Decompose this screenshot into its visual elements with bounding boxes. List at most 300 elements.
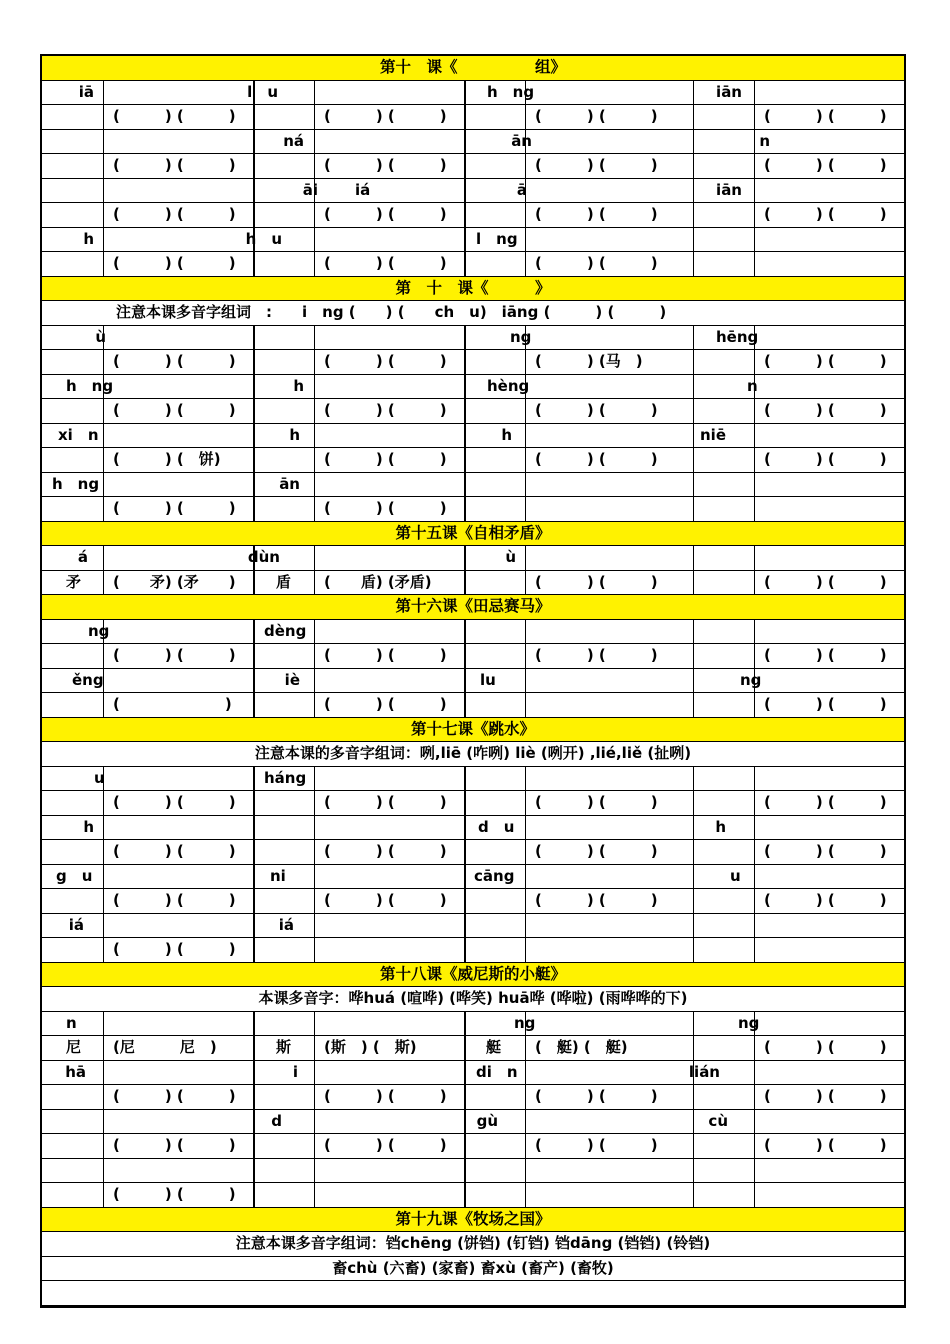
column-rule — [103, 865, 104, 889]
column-rule — [253, 1134, 255, 1158]
column-rule — [464, 473, 466, 497]
pinyin-cell: h — [501, 425, 512, 444]
column-rule — [464, 424, 466, 448]
column-rule — [464, 375, 466, 399]
answer-blank: ( ) ( ) — [764, 646, 887, 664]
column-rule — [103, 571, 104, 595]
column-rule — [754, 644, 755, 668]
column-rule — [253, 1012, 255, 1036]
column-rule — [693, 130, 694, 154]
answer-blank: ( ) ( ) — [324, 891, 447, 909]
pinyin-cell: dèng — [264, 621, 307, 640]
word-row — [42, 81, 904, 106]
word-row — [42, 1085, 904, 1110]
column-rule — [253, 1183, 255, 1207]
answer-blank: ( ) ( ) — [324, 695, 447, 713]
column-rule — [693, 889, 694, 913]
pinyin-cell: ān — [279, 474, 300, 493]
column-rule — [314, 1036, 315, 1060]
word-row — [42, 399, 904, 424]
pinyin-cell: hèng — [487, 376, 530, 395]
column-rule — [314, 81, 315, 105]
column-rule — [693, 203, 694, 227]
column-rule — [754, 179, 755, 203]
answer-blank: ( ) ( ) — [324, 646, 447, 664]
column-rule — [525, 840, 526, 864]
column-rule — [525, 571, 526, 595]
answer-blank: ( ) ( ) — [764, 1136, 887, 1154]
column-rule — [754, 620, 755, 644]
column-rule — [464, 865, 466, 889]
column-rule — [253, 644, 255, 668]
column-rule — [525, 1085, 526, 1109]
column-rule — [754, 1159, 755, 1183]
column-rule — [754, 914, 755, 938]
column-rule — [754, 252, 755, 276]
column-rule — [693, 571, 694, 595]
answer-blank: ( ) ( 饼) — [113, 450, 221, 468]
pinyin-cell: n — [759, 131, 770, 150]
column-rule — [464, 1134, 466, 1158]
column-rule — [464, 1183, 466, 1207]
column-rule — [525, 1061, 526, 1085]
answer-blank: ( ) ( ) — [764, 205, 887, 223]
answer-blank: ( ) ( ) — [324, 401, 447, 419]
lesson-title: 第十九课《牧场之国》 — [42, 1208, 904, 1233]
pinyin-cell: ng — [510, 327, 532, 346]
column-rule — [693, 693, 694, 717]
column-rule — [464, 938, 466, 962]
column-rule — [754, 497, 755, 521]
column-rule — [103, 791, 104, 815]
column-rule — [253, 1085, 255, 1109]
answer-blank: ( ) ( ) — [764, 156, 887, 174]
column-rule — [754, 399, 755, 423]
column-rule — [253, 938, 255, 962]
column-rule — [314, 620, 315, 644]
answer-blank: ( ) ( ) — [113, 156, 236, 174]
column-rule — [464, 154, 466, 178]
column-rule — [314, 767, 315, 791]
column-rule — [103, 81, 104, 105]
column-rule — [525, 914, 526, 938]
column-rule — [693, 914, 694, 938]
column-rule — [103, 350, 104, 374]
column-rule — [103, 497, 104, 521]
column-rule — [525, 889, 526, 913]
pinyin-cell: niē — [700, 425, 726, 444]
column-rule — [464, 571, 466, 595]
column-rule — [103, 473, 104, 497]
pinyin-cell: cāng — [474, 866, 515, 885]
answer-blank: ( ) ( ) — [113, 1185, 236, 1203]
pinyin-cell: háng — [264, 768, 307, 787]
column-rule — [253, 154, 255, 178]
pinyin-cell: iān — [716, 180, 742, 199]
column-rule — [754, 1134, 755, 1158]
pinyin-cell: ù — [95, 327, 106, 346]
answer-blank: ( ) ( ) — [324, 842, 447, 860]
column-rule — [693, 644, 694, 668]
word-row — [42, 669, 904, 694]
column-rule — [314, 816, 315, 840]
lesson-title: 第十六课《田忌赛马》 — [42, 595, 904, 620]
answer-blank: ( ) ( ) — [324, 352, 447, 370]
column-rule — [525, 228, 526, 252]
pinyin-cell: ni — [270, 866, 286, 885]
column-rule — [525, 767, 526, 791]
column-rule — [754, 791, 755, 815]
word-row — [42, 644, 904, 669]
answer-blank: ( ) ( ) — [764, 1038, 887, 1056]
word-row — [42, 791, 904, 816]
column-rule — [754, 154, 755, 178]
answer-blank: ( ) ( ) — [535, 107, 658, 125]
word-row — [42, 448, 904, 473]
column-rule — [525, 1110, 526, 1134]
column-rule — [314, 350, 315, 374]
column-rule — [103, 644, 104, 668]
column-rule — [693, 1159, 694, 1183]
polyphone-note: 本课多音字：哗huá (喧哗) (哗笑) huā哗 (哗啦) (雨哗哗的下) — [42, 987, 904, 1012]
column-rule — [754, 1061, 755, 1085]
column-rule — [464, 399, 466, 423]
word-row — [42, 473, 904, 498]
column-rule — [693, 938, 694, 962]
answer-blank: ( ) ( ) — [113, 254, 236, 272]
column-rule — [253, 375, 255, 399]
answer-blank: ( ) ( ) — [113, 499, 236, 517]
column-rule — [314, 1061, 315, 1085]
pinyin-cell: h — [83, 229, 94, 248]
pinyin-cell: h u — [245, 229, 282, 248]
column-rule — [464, 252, 466, 276]
answer-blank: ( ) ( ) — [764, 450, 887, 468]
column-rule — [314, 228, 315, 252]
answer-blank: ( ) ( ) — [764, 793, 887, 811]
column-rule — [525, 424, 526, 448]
answer-blank: ( ) ( ) — [535, 450, 658, 468]
answer-blank: ( ) ( ) — [324, 156, 447, 174]
column-rule — [464, 1085, 466, 1109]
column-rule — [253, 791, 255, 815]
answer-blank: ( ) ( ) — [764, 107, 887, 125]
pinyin-cell: dùn — [247, 548, 280, 566]
column-rule — [103, 399, 104, 423]
column-rule — [253, 620, 255, 644]
column-rule — [464, 203, 466, 227]
answer-blank: ( ) ( ) — [324, 1087, 447, 1105]
column-rule — [103, 1183, 104, 1207]
column-rule — [754, 424, 755, 448]
pinyin-cell: h — [83, 817, 94, 836]
column-rule — [693, 448, 694, 472]
column-rule — [253, 1036, 255, 1060]
answer-blank: ( ) ( ) — [113, 352, 236, 370]
column-rule — [253, 914, 255, 938]
column-rule — [693, 399, 694, 423]
column-rule — [525, 252, 526, 276]
pinyin-cell: h ng — [487, 82, 535, 101]
word-row — [42, 767, 904, 792]
answer-blank: ( ) (马 ) — [535, 352, 643, 370]
column-rule — [103, 448, 104, 472]
column-rule — [464, 816, 466, 840]
column-rule — [103, 1159, 104, 1183]
pinyin-cell: 斯 — [276, 1038, 292, 1056]
column-rule — [464, 914, 466, 938]
word-row — [42, 179, 904, 204]
column-rule — [314, 644, 315, 668]
answer-blank: ( ) ( ) — [324, 254, 447, 272]
pinyin-cell: i — [292, 1062, 298, 1081]
column-rule — [525, 154, 526, 178]
column-rule — [525, 669, 526, 693]
column-rule — [693, 791, 694, 815]
column-rule — [314, 669, 315, 693]
pinyin-cell: g u — [56, 866, 93, 885]
column-rule — [103, 154, 104, 178]
column-rule — [253, 350, 255, 374]
column-rule — [103, 914, 104, 938]
word-row — [42, 375, 904, 400]
column-rule — [754, 816, 755, 840]
column-rule — [103, 179, 104, 203]
column-rule — [754, 865, 755, 889]
answer-blank: ( 矛) (矛 ) — [113, 572, 236, 591]
column-rule — [525, 448, 526, 472]
pinyin-cell: xi n — [58, 425, 99, 444]
column-rule — [314, 1134, 315, 1158]
column-rule — [754, 840, 755, 864]
column-rule — [693, 1036, 694, 1060]
column-rule — [754, 1036, 755, 1060]
column-rule — [693, 816, 694, 840]
word-row — [42, 571, 904, 596]
column-rule — [693, 375, 694, 399]
pinyin-cell: h — [289, 425, 300, 444]
answer-blank: ( 艇) ( 艇) — [535, 1038, 628, 1056]
column-rule — [103, 203, 104, 227]
column-rule — [314, 252, 315, 276]
pinyin-cell: iè — [284, 670, 300, 689]
column-rule — [754, 889, 755, 913]
column-rule — [314, 1183, 315, 1207]
column-rule — [314, 399, 315, 423]
column-rule — [253, 203, 255, 227]
column-rule — [754, 105, 755, 129]
column-rule — [693, 179, 694, 203]
column-rule — [464, 644, 466, 668]
column-rule — [693, 252, 694, 276]
column-rule — [314, 105, 315, 129]
column-rule — [464, 1061, 466, 1085]
answer-blank: ( ) ( ) — [764, 352, 887, 370]
answer-blank: ( ) ( ) — [764, 695, 887, 713]
column-rule — [693, 81, 694, 105]
column-rule — [103, 105, 104, 129]
column-rule — [253, 767, 255, 791]
pinyin-cell: ā — [516, 180, 527, 199]
column-rule — [754, 1110, 755, 1134]
pinyin-cell: 盾 — [276, 572, 292, 591]
answer-blank: ( ) — [113, 695, 232, 713]
column-rule — [464, 81, 466, 105]
column-rule — [103, 1085, 104, 1109]
pinyin-cell: ān — [511, 131, 532, 150]
column-rule — [314, 203, 315, 227]
column-rule — [464, 228, 466, 252]
answer-blank: ( ) ( ) — [535, 1136, 658, 1154]
pinyin-cell: iā — [78, 82, 94, 101]
word-row — [42, 203, 904, 228]
column-rule — [525, 203, 526, 227]
column-rule — [253, 130, 255, 154]
column-rule — [103, 1012, 104, 1036]
column-rule — [525, 1183, 526, 1207]
answer-blank: ( ) ( ) — [113, 891, 236, 909]
column-rule — [525, 497, 526, 521]
column-rule — [253, 473, 255, 497]
word-row — [42, 620, 904, 645]
column-rule — [464, 326, 466, 350]
answer-blank: ( ) ( ) — [324, 205, 447, 223]
pinyin-cell: ng — [514, 1013, 536, 1032]
polyphone-note: 畜chù (六畜) (家畜) 畜xù (畜产) (畜牧) — [42, 1257, 904, 1282]
column-rule — [103, 252, 104, 276]
column-rule — [693, 473, 694, 497]
pinyin-cell: lián — [688, 1062, 720, 1081]
blank-row — [42, 1281, 904, 1306]
column-rule — [525, 399, 526, 423]
column-rule — [693, 424, 694, 448]
word-row — [42, 1110, 904, 1135]
pinyin-cell: iá — [355, 180, 371, 199]
pinyin-cell: hēng — [716, 327, 759, 346]
column-rule — [693, 154, 694, 178]
answer-blank: ( ) ( ) — [113, 842, 236, 860]
column-rule — [314, 791, 315, 815]
pinyin-cell: u — [730, 866, 741, 885]
column-rule — [693, 497, 694, 521]
answer-blank: ( ) ( ) — [535, 156, 658, 174]
pinyin-cell: ng — [88, 621, 110, 640]
answer-blank: ( ) ( ) — [764, 572, 887, 591]
column-rule — [525, 105, 526, 129]
answer-blank: ( ) ( ) — [764, 891, 887, 909]
column-rule — [314, 448, 315, 472]
word-row — [42, 1012, 904, 1037]
column-rule — [464, 840, 466, 864]
pinyin-cell: h — [293, 376, 304, 395]
pinyin-cell: d — [271, 1111, 282, 1130]
answer-blank: ( ) ( ) — [113, 401, 236, 419]
pinyin-cell: āi — [302, 180, 318, 199]
column-rule — [693, 865, 694, 889]
column-rule — [314, 1110, 315, 1134]
column-rule — [253, 865, 255, 889]
column-rule — [253, 571, 255, 595]
answer-blank: ( ) ( ) — [535, 891, 658, 909]
column-rule — [754, 693, 755, 717]
column-rule — [253, 424, 255, 448]
answer-blank: ( 盾) (矛盾) — [324, 572, 432, 591]
word-row — [42, 350, 904, 375]
word-row — [42, 546, 904, 571]
answer-blank: ( ) ( ) — [535, 793, 658, 811]
pinyin-cell: hā — [65, 1062, 86, 1081]
answer-blank: ( ) ( ) — [324, 450, 447, 468]
column-rule — [754, 571, 755, 595]
column-rule — [525, 865, 526, 889]
column-rule — [525, 350, 526, 374]
column-rule — [525, 644, 526, 668]
column-rule — [464, 179, 466, 203]
pinyin-cell: 矛 — [66, 572, 82, 591]
column-rule — [464, 1110, 466, 1134]
answer-blank: ( ) ( ) — [324, 499, 447, 517]
answer-blank: ( ) ( ) — [764, 842, 887, 860]
answer-blank: ( ) ( ) — [535, 1087, 658, 1105]
column-rule — [693, 840, 694, 864]
column-rule — [103, 889, 104, 913]
pinyin-cell: 尼 — [66, 1038, 82, 1056]
column-rule — [103, 1061, 104, 1085]
pinyin-cell: h — [715, 817, 726, 836]
pinyin-cell: gù — [476, 1111, 498, 1130]
column-rule — [103, 546, 104, 570]
polyphone-note: 注意本课多音字组词：铛chēng (饼铛) (钉铛) 铛dāng (铛铛) (铃铛) — [42, 1232, 904, 1257]
lesson-title: 第十 课《 组》 — [42, 56, 904, 81]
column-rule — [314, 693, 315, 717]
column-rule — [103, 816, 104, 840]
word-row — [42, 154, 904, 179]
word-row — [42, 1134, 904, 1159]
column-rule — [464, 889, 466, 913]
lesson-title: 第 十 课《 》 — [42, 277, 904, 302]
column-rule — [253, 693, 255, 717]
column-rule — [253, 669, 255, 693]
pinyin-cell: lu — [480, 670, 496, 689]
word-row — [42, 326, 904, 351]
pinyin-cell: n — [66, 1013, 77, 1032]
column-rule — [314, 889, 315, 913]
column-rule — [253, 1159, 255, 1183]
pinyin-cell: iá — [68, 915, 84, 934]
column-rule — [754, 350, 755, 374]
answer-blank: ( ) ( ) — [113, 205, 236, 223]
column-rule — [253, 889, 255, 913]
column-rule — [103, 1134, 104, 1158]
column-rule — [314, 571, 315, 595]
column-rule — [103, 938, 104, 962]
answer-blank: ( ) ( ) — [535, 572, 658, 591]
column-rule — [314, 424, 315, 448]
column-rule — [314, 375, 315, 399]
word-row — [42, 914, 904, 939]
answer-blank: (尼 尼 ) — [113, 1038, 217, 1056]
column-rule — [253, 448, 255, 472]
column-rule — [525, 620, 526, 644]
column-rule — [525, 816, 526, 840]
column-rule — [314, 840, 315, 864]
answer-blank: ( ) ( ) — [324, 107, 447, 125]
word-row — [42, 105, 904, 130]
column-rule — [314, 497, 315, 521]
column-rule — [754, 81, 755, 105]
column-rule — [103, 1110, 104, 1134]
answer-blank: ( ) ( ) — [324, 793, 447, 811]
